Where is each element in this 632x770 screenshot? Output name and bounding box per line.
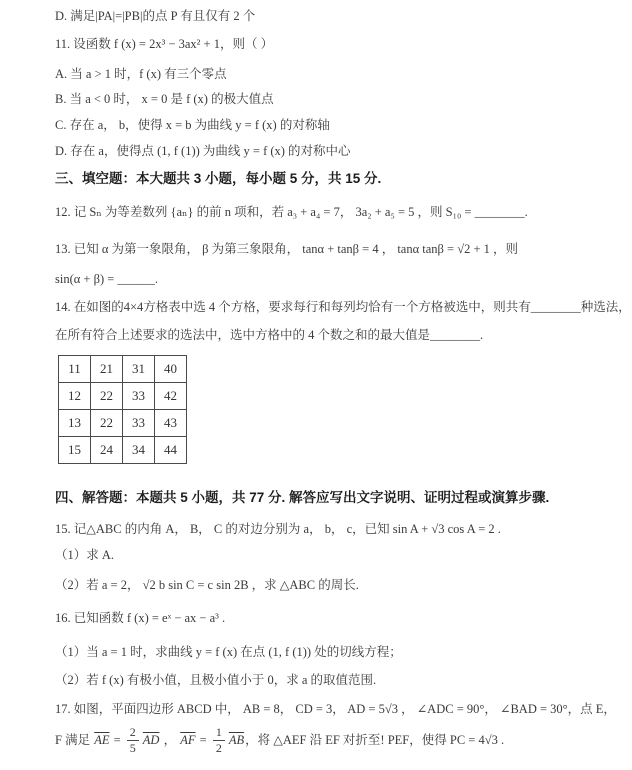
- vector-ae: $\overline{AE}$: [94, 732, 110, 747]
- table-cell: 40: [155, 356, 187, 383]
- table-row: [59, 383, 187, 410]
- fraction-numerator: 2: [127, 726, 139, 741]
- table-cell: 33: [123, 383, 155, 410]
- table-cell: 22: [91, 383, 123, 410]
- fraction-two-fifths: [127, 726, 139, 754]
- q17-line2-post: ，将 △AEF 沿 EF 对折至! PEF，使得 PC = 4√3 .: [245, 732, 505, 747]
- table-row: [59, 437, 187, 464]
- section3-heading: 三、填空题：本大题共 3 小题，每小题 5 分，共 15 分.: [55, 171, 382, 186]
- table-cell: 34: [123, 437, 155, 464]
- vector-af: $\overline{AF}$: [180, 732, 196, 747]
- q17-line2: [55, 722, 504, 758]
- q11-option-b: B. 当 a < 0 时， x = 0 是 f (x) 的极大值点: [55, 92, 274, 106]
- table-cell: 33: [123, 410, 155, 437]
- q17-line1: 17. 如图，平面四边形 ABCD 中， AB = 8， CD = 3， AD = 5√3 ， ∠ADC = 90°， ∠BAD = 30°，点 E，: [55, 702, 616, 716]
- vector-ab: $\overline{AB}$: [228, 732, 245, 747]
- q12-text: 12. 记 Sₙ 为等差数列 {aₙ} 的前 n 项和，若 a₃ + a₄ = 7， 3a₂ + a₅ = 5 ，则 S₁₀ = ________.: [55, 205, 528, 219]
- table-row: [59, 356, 187, 383]
- vector-ad: $\overline{AD}$: [142, 732, 160, 747]
- separator: ，: [160, 732, 180, 747]
- equals-sign: =: [196, 732, 210, 747]
- table-cell: 43: [155, 410, 187, 437]
- q14-line2: 在所有符合上述要求的选法中，选中方格中的 4 个数之和的最大值是________.: [55, 328, 484, 342]
- q11-stem: 11. 设函数 f (x) = 2x³ − 3ax² + 1，则（ ）: [55, 37, 274, 51]
- fraction-one-half: [213, 726, 225, 754]
- q17-line2-pre: F 满足: [55, 732, 94, 747]
- q11-option-d: D. 存在 a，使得点 (1, f (1)) 为曲线 y = f (x) 的对称中心: [55, 144, 351, 158]
- equals-sign: =: [110, 732, 124, 747]
- table-cell: 12: [59, 383, 91, 410]
- q16-part1: （1）当 a = 1 时，求曲线 y = f (x) 在点 (1, f (1)) 处的切线方程；: [55, 645, 402, 659]
- q15-stem: 15. 记△ABC 的内角 A， B， C 的对边分别为 a， b， c，已知 sin A + √3 cos A = 2 .: [55, 522, 501, 536]
- section4-heading: 四、解答题：本题共 5 小题，共 77 分. 解答应写出文字说明、证明过程或演算步骤.: [55, 490, 550, 505]
- table-cell: 42: [155, 383, 187, 410]
- q16-part2: （2）若 f (x) 有极小值，且极小值小于 0，求 a 的取值范围.: [55, 673, 377, 687]
- fraction-denominator: 2: [215, 740, 222, 755]
- q13-line2: sin(α + β) = ______.: [55, 272, 159, 286]
- fraction-denominator: 5: [129, 740, 136, 755]
- table-cell: 22: [91, 410, 123, 437]
- fraction-numerator: 1: [213, 726, 225, 741]
- q14-number-grid: [58, 355, 187, 464]
- table-cell: 24: [91, 437, 123, 464]
- table-cell: 13: [59, 410, 91, 437]
- q14-line1: 14. 在如图的4×4方格表中选 4 个方格，要求每行和每列均恰有一个方格被选中，则共有________种选法，: [55, 300, 631, 314]
- q15-part2: （2）若 a = 2， √2 b sin C = c sin 2B ，求 △ABC 的周长.: [55, 578, 359, 592]
- table-cell: 31: [123, 356, 155, 383]
- q11-option-a: A. 当 a > 1 时，f (x) 有三个零点: [55, 67, 227, 81]
- q13-line1: 13. 已知 α 为第一象限角， β 为第三象限角， tanα + tanβ = 4 ， tanα tanβ = √2 + 1 ，则: [55, 242, 518, 256]
- table-cell: 15: [59, 437, 91, 464]
- table-cell: 21: [91, 356, 123, 383]
- q16-stem: 16. 已知函数 f (x) = eˣ − ax − a³ .: [55, 611, 226, 625]
- q11-option-c: C. 存在 a， b，使得 x = b 为曲线 y = f (x) 的对称轴: [55, 118, 330, 132]
- table-cell: 11: [59, 356, 91, 383]
- table-cell: 44: [155, 437, 187, 464]
- q10-option-d: D. 满足|PA|=|PB|的点 P 有且仅有 2 个: [55, 9, 256, 23]
- q15-part1: （1）求 A.: [55, 548, 115, 562]
- table-row: [59, 410, 187, 437]
